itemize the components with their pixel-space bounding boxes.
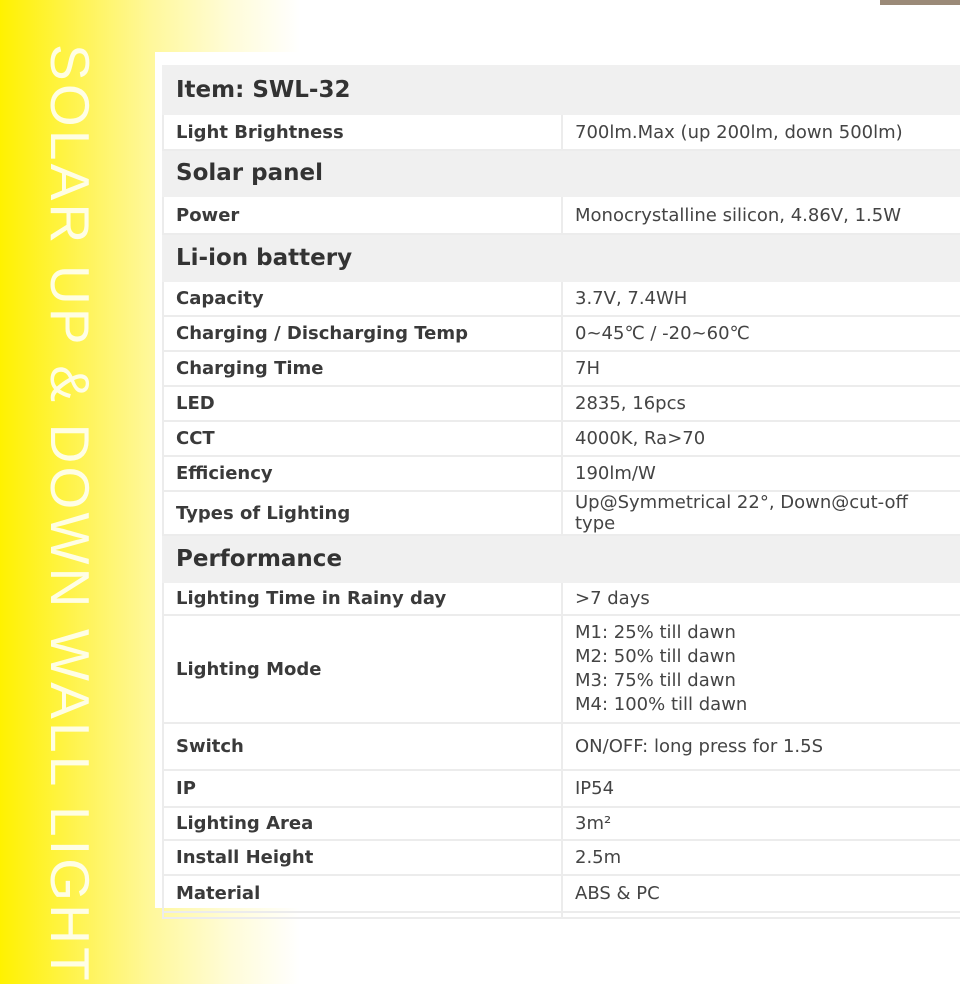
side-title: SOLAR UP & DOWN WALL LIGHT [39, 44, 101, 984]
spec-label: Charging Time [163, 351, 562, 386]
spec-value: 2835, 16pcs [562, 386, 960, 421]
spec-row [163, 456, 960, 491]
spec-label: Capacity [163, 281, 562, 316]
spec-value-line: M1: 25% till dawn [575, 622, 736, 643]
spec-row [163, 114, 960, 150]
spec-row [163, 421, 960, 456]
section-header-row [163, 150, 960, 196]
spec-label: Light Brightness [163, 114, 562, 150]
top-accent-bar [880, 0, 960, 5]
spec-row [163, 723, 960, 770]
section-header-row [163, 535, 960, 582]
spec-value: ON/OFF: long press for 1.5S [562, 723, 960, 770]
item-title: Item: SWL-32 [163, 66, 960, 114]
spec-value: 190lm/W [562, 456, 960, 491]
section-title: Li-ion battery [163, 234, 960, 281]
section-title: Performance [163, 535, 960, 582]
spec-label: Lighting Mode [163, 615, 562, 723]
spec-label: IP [163, 770, 562, 807]
spec-row [163, 807, 960, 840]
spec-value: 7H [562, 351, 960, 386]
spec-label: Lighting Area [163, 807, 562, 840]
empty-cell [163, 912, 562, 918]
spec-label: Material [163, 875, 562, 912]
spec-label: CCT [163, 421, 562, 456]
spec-row [163, 386, 960, 421]
spec-value: 0~45℃ / -20~60℃ [562, 316, 960, 351]
spec-row [163, 615, 960, 723]
spec-value-line: M3: 75% till dawn [575, 670, 736, 691]
section-title: Solar panel [163, 150, 960, 196]
section-header-row [163, 234, 960, 281]
spec-label: Charging / Discharging Temp [163, 316, 562, 351]
spec-value: 4000K, Ra>70 [562, 421, 960, 456]
spec-value [562, 615, 960, 723]
spec-value: ABS & PC [562, 875, 960, 912]
spec-label: Lighting Time in Rainy day [163, 582, 562, 615]
spec-value: 2.5m [562, 840, 960, 875]
spec-row [163, 351, 960, 386]
spec-label: Types of Lighting [163, 491, 562, 535]
spec-row [163, 491, 960, 535]
spec-label: Install Height [163, 840, 562, 875]
spec-value: Up@Symmetrical 22°, Down@cut-off type [562, 491, 960, 535]
spec-row [163, 770, 960, 807]
spec-row [163, 316, 960, 351]
spec-value-line: M4: 100% till dawn [575, 694, 748, 715]
spec-value-line: M2: 50% till dawn [575, 646, 736, 667]
spec-row [163, 582, 960, 615]
item-header-row [163, 66, 960, 114]
spec-label: LED [163, 386, 562, 421]
spec-row [163, 840, 960, 875]
spec-row [163, 281, 960, 316]
empty-cell [562, 912, 960, 918]
spec-value: 3m² [562, 807, 960, 840]
spec-row [163, 875, 960, 912]
spec-value: IP54 [562, 770, 960, 807]
spec-row [163, 196, 960, 234]
spec-value: 3.7V, 7.4WH [562, 281, 960, 316]
spec-label: Power [163, 196, 562, 234]
spec-value: 700lm.Max (up 200lm, down 500lm) [562, 114, 960, 150]
spec-label: Switch [163, 723, 562, 770]
spec-label: Efficiency [163, 456, 562, 491]
spec-value: >7 days [562, 582, 960, 615]
table-end-row [163, 912, 960, 918]
spec-table [162, 65, 960, 919]
spec-value: Monocrystalline silicon, 4.86V, 1.5W [562, 196, 960, 234]
